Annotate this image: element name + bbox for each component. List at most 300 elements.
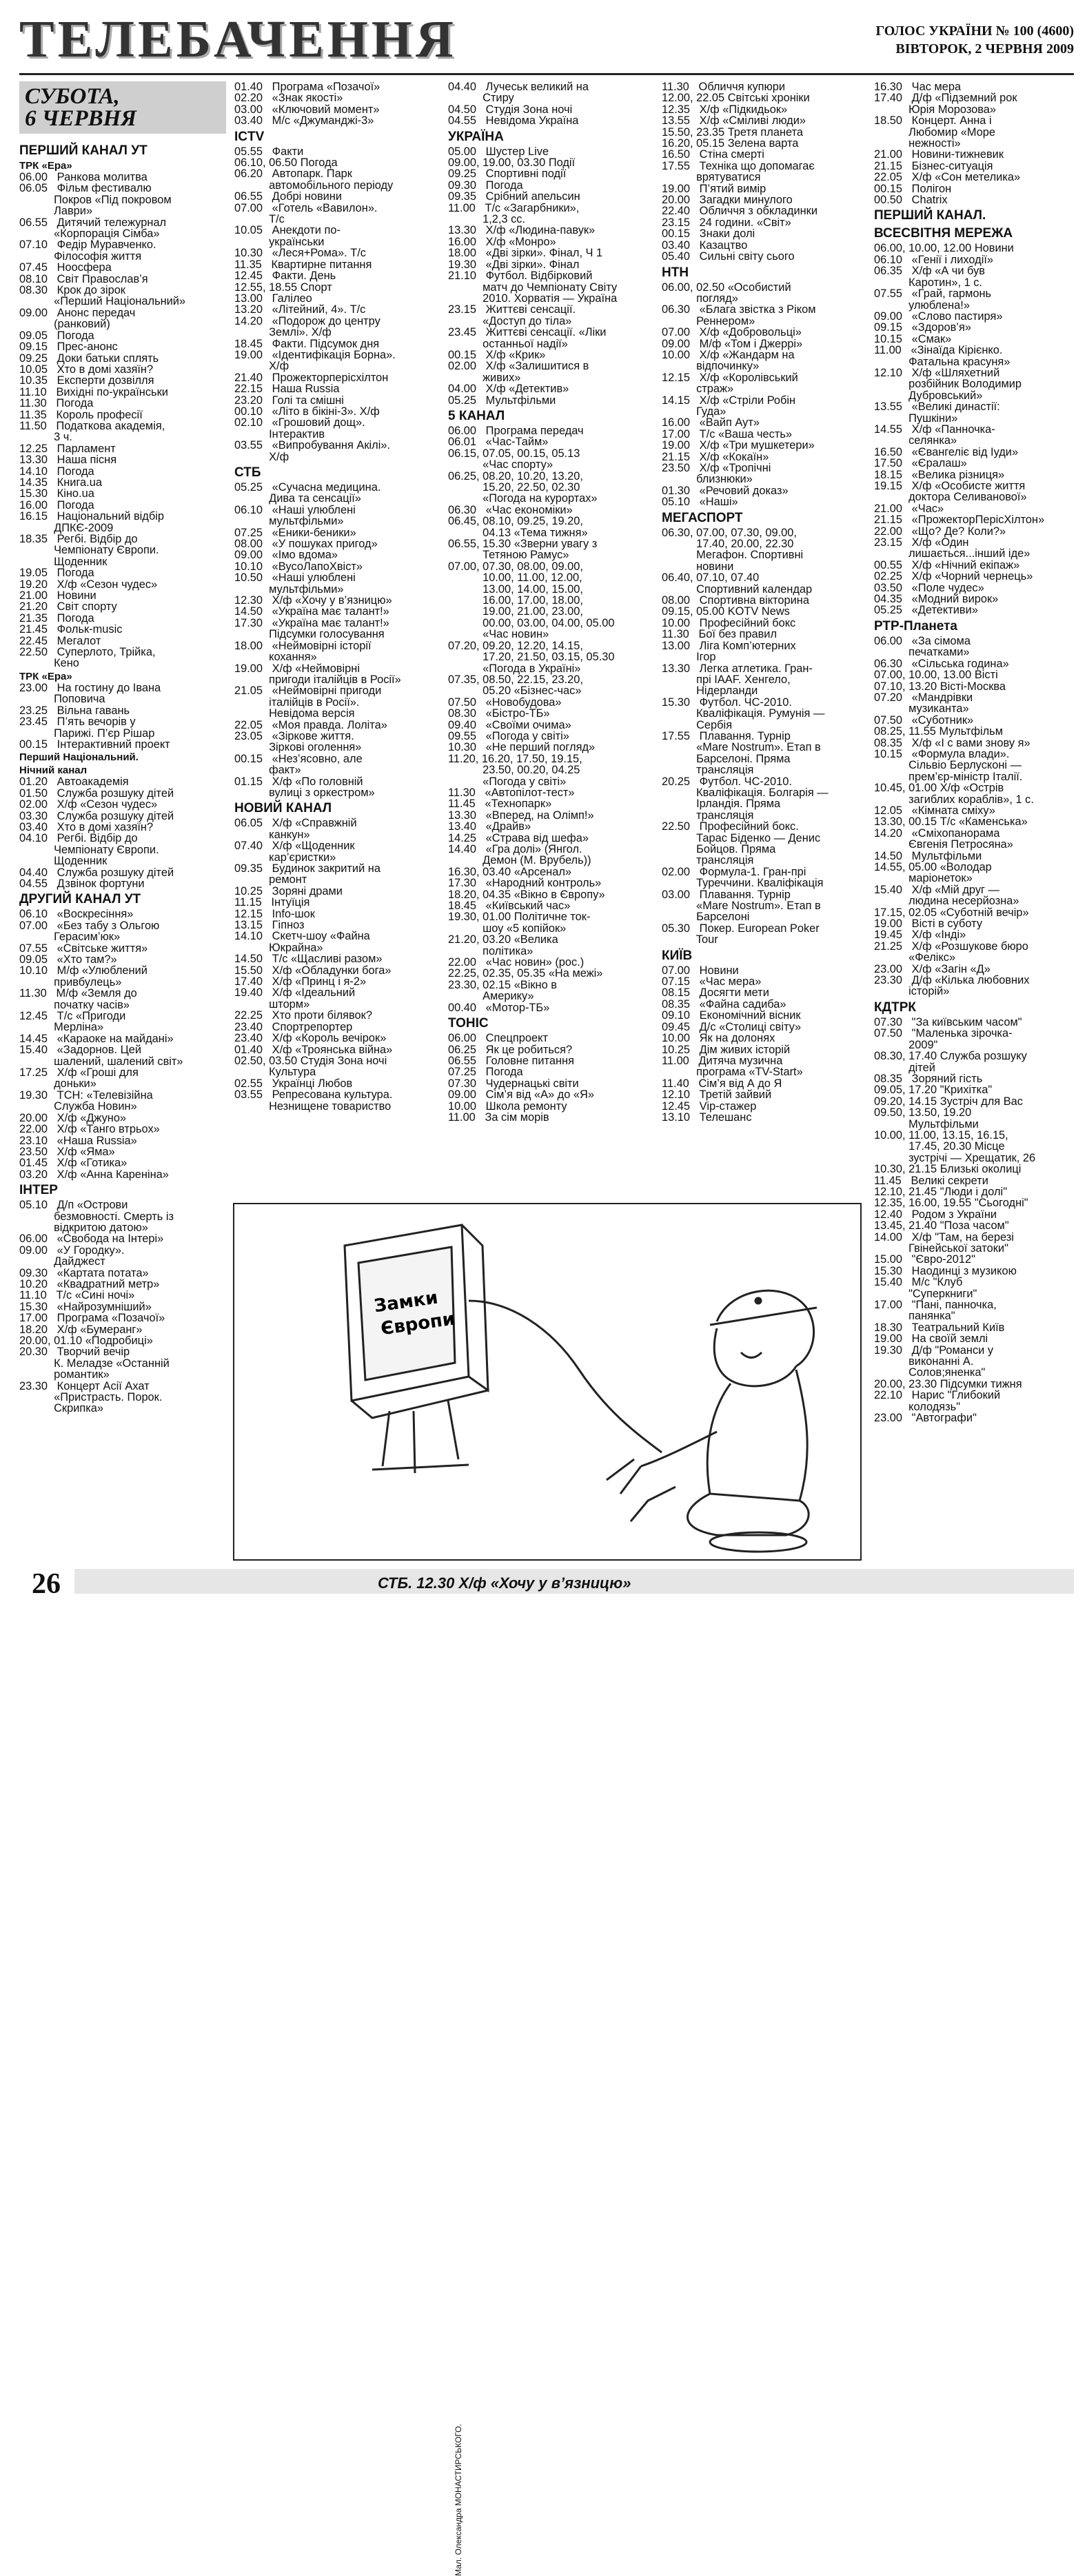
program-line: 10.30 «Леся+Рома». Т/с [234, 247, 367, 260]
program-line: 05.55 Факти [234, 145, 304, 158]
program-line: Покров «Під покровом [19, 193, 172, 206]
program-line: 10.00 Школа ремонту [448, 1099, 567, 1113]
channel-heading: КДТРК [874, 1000, 917, 1015]
program-line: 06.00 Програма передач [448, 424, 584, 437]
program-line: 15.20, 22.50, 02.30 [448, 481, 580, 494]
program-line: 04.40 Служба розшуку дітей [19, 866, 174, 879]
program-line: 12.25 Парламент [19, 442, 116, 455]
program-line: 11.20, 16.20, 17.50, 19.15, [448, 752, 582, 765]
channel-heading: СТБ [234, 465, 261, 480]
channel-heading: НОВИЙ КАНАЛ [234, 801, 332, 816]
channel-heading: ПЕРШИЙ КАНАЛ УТ [19, 143, 148, 158]
program-line: 03.40 Казацтво [662, 239, 748, 252]
program-line: 03.30 Служба розшуку дітей [19, 809, 174, 822]
program-line: 23.30 Концерт Асії Ахат [19, 1379, 150, 1392]
program-line: 07.50 «Суботник» [874, 713, 974, 727]
program-line: Культура [234, 1066, 316, 1079]
program-line: страж» [662, 383, 734, 396]
program-line: 19.00, 21.00, 23.00, [448, 605, 583, 618]
program-line: Сільвіо Берлусконі — [874, 759, 1022, 772]
program-line: 10.25 Зоряні драми [234, 884, 343, 897]
program-line: 16.20, 05.15 Зелена варта [662, 137, 799, 150]
program-line: 07.40 Х/ф «Щоденник [234, 840, 355, 853]
program-line: Щоденник [19, 555, 108, 568]
program-line: 06.40, 07.10, 07.40 [662, 571, 760, 585]
program-line: Барселоні [662, 911, 750, 924]
program-line: 15.00 "Євро-2012" [874, 1253, 975, 1266]
program-line: 06.55 Головне питання [448, 1054, 574, 1067]
program-line: колодязь" [874, 1400, 961, 1413]
program-line: шторм» [234, 997, 310, 1011]
program-line: 16.15 Національний відбір [19, 510, 165, 523]
program-line: кар’єристки» [234, 851, 336, 864]
schedule-column-3 [448, 81, 656, 1123]
program-line: 07.25 «Еники-беники» [234, 526, 356, 539]
schedule-column-2 [234, 81, 443, 1112]
page-number: 26 [32, 1568, 61, 1600]
program-line: 23.05 «Зіркове життя. [234, 729, 354, 742]
program-line: 05.40 Сильні світу сього [662, 250, 795, 263]
program-line: 10.05 Хто в домі хазяїн? [19, 363, 154, 376]
program-line: 00.15 Полігон [874, 182, 952, 195]
program-line: 10.00 Професійний бокс [662, 616, 796, 629]
program-line: 10.00 Як на долонях [662, 1032, 775, 1045]
program-line: 09.45 Д/с «Столиці світу» [662, 1020, 802, 1033]
program-line: 13.00, 14.00, 15.00, [448, 582, 583, 596]
program-line: 05.25 «Сучасна медицина. [234, 481, 381, 494]
program-line: початку часів» [19, 998, 130, 1011]
program-line: 21.10 Футбол. Відбірковий [448, 270, 593, 283]
program-line: 23.00 "Автографи" [874, 1412, 977, 1425]
program-line: 23.50 Х/ф «Тропічні [662, 462, 771, 474]
program-line: Америку» [448, 990, 534, 1003]
program-line: 12.10, 21.45 "Люди і долі" [874, 1185, 1008, 1198]
program-line: Філософія життя [19, 250, 142, 263]
program-line: 05.20 «Бізнес-час» [448, 684, 582, 698]
program-line: 06.25 Як це робиться? [448, 1043, 573, 1056]
program-line: Фатальна красуня» [874, 355, 1010, 368]
program-line: трансляція [662, 854, 754, 867]
program-line: 19.30, 01.00 Політичне ток- [448, 911, 591, 924]
program-line: 04.35 «Модний вирок» [874, 593, 999, 606]
cartoon-drawing [234, 1204, 860, 1559]
program-line: доньки» [19, 1077, 96, 1091]
program-line: 04.13 «Тема тижня» [448, 526, 588, 539]
schedule-column-4 [662, 81, 870, 1123]
program-line: пригоди італійців в Росії» [234, 673, 401, 686]
program-line: 16.00, 17.00, 18.00, [448, 594, 583, 607]
program-line: 09.05 Погода [19, 329, 94, 342]
program-line: 03.20 Х/ф «Анна Кареніна» [19, 1168, 169, 1181]
program-line: 02.20 «Знак якості» [234, 92, 343, 105]
program-line: 14.15 Х/ф «Стріли Робін [662, 394, 796, 407]
program-line: 12.45 Т/с «Пригоди [19, 1010, 126, 1023]
program-line: 21.00 Новини-тижневик [874, 148, 1004, 161]
program-line: 11.10 Вихідні по-українськи [19, 385, 168, 398]
channel-heading: КИЇВ [662, 948, 693, 963]
program-line: програма «TV-Start» [662, 1066, 803, 1079]
program-line: 08.35 Х/ф «І с вами знову я» [874, 736, 1030, 749]
program-line: 19.30 Д/ф "Романси у [874, 1343, 994, 1357]
program-line: 13.30 «Вперед, на Олімп!» [448, 809, 594, 822]
program-line: 05.10 «Наші» [662, 496, 738, 509]
program-line: 22.50 Суперлото, Трійка, [19, 646, 156, 659]
schedule-list [19, 143, 226, 1414]
program-line: 11.00 Т/с «Загарбники», [448, 201, 580, 214]
program-line: 09.00 «У Городку». [19, 1244, 125, 1257]
schedule-list [234, 81, 443, 1112]
program-line: Тарас Біденко — Денис [662, 831, 821, 844]
program-line: 09.50, 13.50, 19.20 [874, 1106, 972, 1119]
program-line: 10.35 Експерти дозвілля [19, 374, 154, 387]
program-line: Сербія [662, 718, 733, 731]
program-line: Зіркові оголення» [234, 741, 362, 754]
program-line: Юкрайна» [234, 941, 323, 954]
program-line: 21.00 «Час» [874, 502, 944, 515]
program-line: 06.05 Фільм фестивалю [19, 182, 152, 195]
page-footer [19, 1565, 1074, 1599]
program-line: італійців в Росії». [234, 696, 360, 709]
program-line: Землі». Х/ф [234, 326, 332, 339]
program-line: 18.45 «Київський час» [448, 900, 571, 913]
program-line: 08.30, 17.40 Служба розшуку [874, 1050, 1027, 1063]
program-line: 22.15 Наша Russia [234, 383, 340, 396]
channel-heading: ІНТЕР [19, 1183, 58, 1198]
program-line: 05.30 Покер. European Poker [662, 922, 820, 935]
program-line: Гуда» [662, 405, 727, 418]
program-line: 12.05 «Кімната сміху» [874, 804, 995, 817]
program-line: 21.15 Х/ф «Кокаїн» [662, 450, 769, 463]
program-line: 01.15 Х/ф «По головній [234, 775, 363, 788]
program-line: 23.40 Х/ф «Король вечірок» [234, 1032, 387, 1045]
program-line: 16.30, 03.40 «Арсенал» [448, 865, 572, 878]
program-line: Євгенія Петросяна» [874, 838, 1013, 851]
program-line: 2010. Хорватія — Україна [448, 292, 618, 305]
issue-info [875, 22, 1074, 58]
program-line: 04.40 Лучеськ великий на [448, 81, 589, 93]
program-line: 19.00 На своїй землі [874, 1332, 988, 1346]
program-line: 10.30 «Не перший погляд» [448, 741, 596, 754]
program-line: 16.00 «Вайп Аут» [662, 416, 760, 429]
program-line: Барселоні. Пряма [662, 752, 791, 765]
program-line: 03.40 Хто в домі хазяїн? [19, 820, 154, 833]
program-line: 00.10 «Літо в бікіні-3». Х/ф [234, 405, 380, 418]
program-line: 21.25 Х/ф «Розшукове бюро [874, 940, 1028, 953]
program-line: Пушкіни» [874, 412, 958, 425]
channel-heading: МЕГАСПОРТ [662, 510, 743, 525]
program-line: вулиці з оркестром» [234, 786, 375, 799]
channel-heading: ТОНІС [448, 1016, 489, 1031]
program-line: «Доступ до тіла» [448, 314, 572, 327]
program-line: Ірландія. Пряма [662, 798, 781, 811]
program-line: 07.50 «Новобудова» [448, 696, 562, 709]
program-line: 20.25 Футбол. ЧС-2010. [662, 775, 792, 788]
program-line: 19.20 Х/ф «Сезон чудес» [19, 578, 158, 591]
program-line: 07.25 Погода [448, 1066, 523, 1079]
program-line: Кваліфікація. Болгарія — [662, 786, 829, 799]
program-line: доктора Селиванової» [874, 491, 1027, 504]
program-line: людина несерйозна» [874, 895, 1019, 908]
program-line: 09.15 Прес-анонс [19, 341, 118, 354]
program-line: 06.00 «Свобода на Інтері» [19, 1233, 164, 1246]
program-line: 11.00 Дитяча музична [662, 1054, 783, 1067]
program-line: 22.00 Х/ф «Танго втрьох» [19, 1123, 160, 1136]
program-line: «Корпорація Сімба» [19, 227, 160, 241]
program-line: 09.00 Анонс передач [19, 306, 136, 319]
program-line: маріонеток» [874, 872, 973, 885]
program-line: 11.15 Інтуїція [234, 896, 310, 909]
program-line: 10.50 «Наші улюблені [234, 571, 356, 585]
program-line: 11.30 Обличчя купюри [662, 81, 786, 93]
program-line: 14.20 «Сміхопанорама [874, 826, 1000, 840]
program-line: Кено [19, 657, 79, 670]
program-line: Незнищене товариство [234, 1099, 392, 1113]
program-line: 06.00 Спецпроект [448, 1032, 548, 1045]
program-line: Дайджест [19, 1255, 105, 1268]
program-line: Служба Новин» [19, 1100, 137, 1113]
program-line: шоу «5 копійок» [448, 922, 567, 935]
program-line: 13.30 Легка атлетика. Гран- [662, 662, 813, 675]
program-line: Реннером» [662, 314, 755, 327]
program-line: 03.40 М/с «Джуманджі-3» [234, 114, 374, 128]
program-line: 09.00, 19.00, 03.30 Події [448, 156, 576, 170]
program-line: 18.30 Театральний Київ [874, 1321, 1005, 1334]
program-line: 23.15 Життєві сенсації. [448, 303, 576, 316]
program-line: Демон (М. Врубель)) [448, 854, 591, 867]
channel-subheading: Нічний канал [19, 764, 88, 777]
program-line: Каротин», 1 с. [874, 276, 982, 289]
program-line: Нідерланди [662, 684, 758, 698]
program-line: 09.00 Сім’я від «А» до «Я» [448, 1088, 594, 1102]
program-line: 10.00 Х/ф «Жандарм на [662, 348, 795, 361]
program-line: 22.40 Обличчя з обкладинки [662, 205, 818, 218]
program-line: 19.45 Х/ф «Інді» [874, 929, 966, 942]
program-line: 13.10 Телешанс [662, 1110, 752, 1124]
program-line: 14.50 Т/с «Щасливі разом» [234, 953, 383, 966]
program-line: 23.25 Вільна гавань [19, 704, 130, 717]
program-line: 13.40 «Драйв» [448, 820, 531, 833]
program-line: 06.00 «За сімома [874, 634, 971, 647]
program-line: 06.30 «Час економіки» [448, 503, 573, 516]
program-line: канкун» [234, 828, 310, 841]
program-line: трансляція [662, 809, 754, 822]
program-line: Любомир «Море [874, 125, 996, 139]
program-line: 00.15 Інтерактивний проект [19, 738, 170, 751]
program-line: 22.50 Професійний бокс. [662, 820, 799, 833]
program-line: 13.30 Х/ф «Людина-павук» [448, 224, 596, 237]
program-line: 19.00 «Ідентифікація Борна». [234, 348, 396, 361]
program-line: 07.55 «Грай, гармонь [874, 287, 992, 301]
program-line: 01.40 Х/ф «Троянська війна» [234, 1043, 393, 1056]
program-line: 02.25 Х/ф «Чорний чернець» [874, 570, 1033, 583]
program-line: 10.00, 11.00, 13.15, 16.15, [874, 1128, 1008, 1142]
day-heading: СУБОТА, 6 ЧЕРВНЯ [19, 81, 226, 134]
schedule-column-5 [874, 81, 1074, 1424]
channel-subheading: Перший Національний. [19, 751, 139, 764]
program-line: 17.20, 21.50, 03.15, 05.30 [448, 651, 615, 664]
section-title: ТЕЛЕБАЧЕННЯ [19, 10, 457, 68]
program-line: 09.00 М/ф «Том і Джеррі» [662, 337, 803, 350]
program-line: 08.35 «Файна садиба» [662, 997, 786, 1011]
channel-heading: УКРАЇНА [448, 129, 504, 144]
program-line: Т/с [234, 213, 285, 226]
program-line: 09.55 «Погода у світі» [448, 729, 569, 742]
program-line: 2009" [874, 1038, 938, 1051]
program-line: 09.15, 05.00 KOTV News [662, 605, 790, 618]
program-line: 02.00 Х/ф «Залишитися в [448, 360, 589, 373]
program-line: 12.15 Х/ф «Королівський [662, 371, 798, 384]
program-line: 15.30 Наодинці з музикою [874, 1264, 1017, 1277]
program-line: 21.35 Погода [19, 611, 94, 625]
program-line: Чемпіонату Європи. [19, 843, 159, 856]
program-line: 15.40 «Задорнов. Цей [19, 1044, 141, 1057]
program-line: 07.55 «Світське життя» [19, 942, 148, 955]
program-line: ремонт [234, 873, 307, 886]
program-line: 13.30 Наша пісня [19, 454, 117, 467]
program-line: 18.35 Регбі. Відбір до [19, 533, 138, 545]
program-line: 03.00 Плавання. Турнір [662, 888, 791, 901]
program-line: 19.15 Х/ф «Особисте життя [874, 480, 1026, 492]
program-line: 17.45, 20.30 Місце [874, 1140, 1005, 1153]
program-line: 17.30 «Народний контроль» [448, 877, 602, 890]
program-line: 01.45 Х/ф «Готика» [19, 1157, 128, 1170]
program-line: 23.00 На гостину до Івана [19, 681, 161, 694]
schedule-column-1 [19, 81, 226, 1414]
program-line: 14.10 Скетч-шоу «Файна [234, 930, 370, 943]
program-line: українськи [234, 235, 325, 248]
program-line: 04.50 Студія Зона ночі [448, 103, 573, 116]
program-line: 17.40 Д/ф «Підземний рок [874, 92, 1017, 105]
program-line: 23.45 П’ять вечорів у [19, 716, 136, 729]
masthead [19, 10, 1074, 79]
program-line: «Mare Nostrum». Етап в [662, 741, 821, 754]
program-line: 09.35 Будинок закритий на [234, 862, 380, 875]
program-line: 23.00 Х/ф «Загін «Д» [874, 962, 991, 975]
program-line: 18.45 Факти. Підсумок дня [234, 337, 380, 350]
program-line: 16.50 «Євангеліє від Іуди» [874, 445, 1019, 458]
newspaper-name: ГОЛОС УКРАЇНИ № 100 (4600) [875, 23, 1074, 39]
program-line: Інтерактив [234, 427, 325, 440]
program-line: політика» [448, 944, 534, 957]
program-line: 01.20 Автоакадемія [19, 775, 129, 789]
program-line: 18.15 «Велика різниця» [874, 468, 1005, 481]
channel-subheading: ТРК «Ера» [19, 670, 72, 682]
program-line: відкритою датою» [19, 1221, 148, 1234]
program-line: селянка» [874, 434, 957, 447]
program-line: 14.55, 05.00 «Володар [874, 861, 992, 873]
program-line: 10.30, 21.15 Близькі околиці [874, 1163, 1022, 1176]
program-line: 06.55 Дитячий тележурнал [19, 216, 167, 229]
program-line: близнюки» [662, 473, 753, 486]
program-line: історій» [874, 985, 950, 998]
program-line: 04.10 Регбі. Відбір до [19, 832, 138, 845]
program-line: 11.35 Король професії [19, 408, 143, 421]
program-line: 22.05 Х/ф «Сон метелика» [874, 171, 1021, 184]
program-line: живих» [448, 371, 521, 384]
program-line: 00.40 «Мотор-ТБ» [448, 1001, 550, 1014]
program-line: загиблих кораблів», 1 с. [874, 793, 1034, 806]
program-line: 11.30 М/ф «Земля до [19, 987, 137, 1000]
program-line: 09.00 «Слово пастиря» [874, 310, 1003, 323]
program-line: 13.20 «Літейний, 4». Т/с [234, 303, 366, 316]
tv-set-drawing [345, 1225, 662, 1473]
program-line: 06.00, 10.00, 12.00 Новини [874, 242, 1014, 255]
program-line: 16.50 Стіна смерті [662, 148, 764, 161]
program-line: Поповича [19, 693, 105, 706]
program-line: Туреччини. Кваліфікація [662, 877, 824, 890]
program-line: 12.15 Info-шок [234, 907, 315, 920]
program-line: кохання» [234, 651, 317, 664]
program-line: 06.20 Автопарк. Парк [234, 168, 352, 181]
program-line: 19.05 Погода [19, 567, 94, 580]
channel-heading: РТР-Планета [874, 618, 957, 633]
schedule-list [662, 81, 870, 1123]
program-line: 23.50, 00.20, 04.25 [448, 764, 580, 777]
program-line: 14.10 Погода [19, 465, 94, 478]
program-line: Невідома версія [234, 707, 355, 720]
program-line: 06.45, 08.10, 09.25, 19.20, [448, 515, 583, 528]
program-line: 10.05 Анекдоти по- [234, 224, 341, 237]
program-line: ДПКЄ-2009 [19, 521, 114, 534]
program-line: 21.15 Бізнес-ситуація [874, 159, 993, 172]
program-line: 09.05, 17.20 "Крихітка" [874, 1084, 993, 1097]
program-line: 13.30, 00.15 Т/с «Каменська» [874, 815, 1028, 829]
program-line: 00.15 «Нез’ясовно, але [234, 752, 363, 765]
program-line: матч до Чемпіонату Світу [448, 281, 618, 294]
program-line: 22.45 Мегалот [19, 634, 101, 647]
program-line: 20.30 Творчий вечір [19, 1346, 130, 1359]
program-line: 15.50, 23.35 Третя планета [662, 125, 804, 139]
program-line: 15.30 Футбол. ЧС-2010. [662, 696, 792, 709]
program-line: 07.35, 08.50, 22.15, 23.20, [448, 673, 583, 686]
program-line: 13.00 Галілео [234, 292, 312, 305]
program-line: 02.00 Формула-1. Гран-прі [662, 865, 806, 878]
program-line: 08.30 «Бістро-ТБ» [448, 707, 550, 720]
program-line: 14.50 «Україна має талант!» [234, 605, 389, 618]
program-line: мультфільми» [234, 582, 344, 596]
program-line: 22.05 «Моя правда. Лоліта» [234, 718, 387, 731]
program-line: 11.00 «Зінаїда Кірієнко. [874, 344, 1003, 357]
program-line: 08.25, 11.55 Мультфільм [874, 725, 1003, 738]
channel-heading: 5 КАНАЛ [448, 408, 505, 423]
program-line: 17.25 Х/ф «Гроші для [19, 1066, 139, 1079]
program-line: (ранковий) [19, 318, 110, 331]
schedule-list [874, 81, 1074, 1424]
program-line: 01.50 Служба розшуку дітей [19, 787, 174, 800]
program-line: 18.20 Х/ф «Бумеранг» [19, 1323, 143, 1336]
program-line: Чемпіонату Європи. [19, 544, 159, 557]
program-line: 12.00, 22.05 Світські хроніки [662, 92, 810, 105]
channel-heading: ДРУГИЙ КАНАЛ УТ [19, 892, 141, 907]
program-line: Мультфільми [874, 1117, 979, 1130]
program-line: 07.50 "Маленька зірочка- [874, 1027, 1013, 1040]
program-line: 10.15 «Формула влади». [874, 747, 1010, 760]
program-line: 21.20 Світ спорту [19, 600, 117, 613]
program-line: 04.00 Х/ф «Детектив» [448, 383, 569, 396]
program-line: «Погода в Україні» [448, 662, 581, 675]
program-line: 12.40 Родом з України [874, 1208, 997, 1221]
program-line: 09.25 Спортивні події [448, 168, 567, 181]
program-line: 03.00 «Ключовий момент» [234, 103, 380, 116]
program-line: 09.20, 14.15 Зустріч для Вас [874, 1095, 1023, 1108]
channel-heading: ВСЕСВІТНЯ МЕРЕЖА [874, 226, 1013, 241]
program-line: 22.25, 02.35, 05.35 «На межі» [448, 967, 603, 980]
program-line: 3 ч. [19, 431, 72, 444]
program-line: 06.35 Х/ф «А чи був [874, 265, 985, 278]
program-line: 06.30, 07.00, 07.30, 09.00, [662, 526, 797, 539]
program-line: 07.20 «Мандрівки [874, 691, 973, 704]
program-line: 21.20, 03.20 «Велика [448, 933, 558, 946]
